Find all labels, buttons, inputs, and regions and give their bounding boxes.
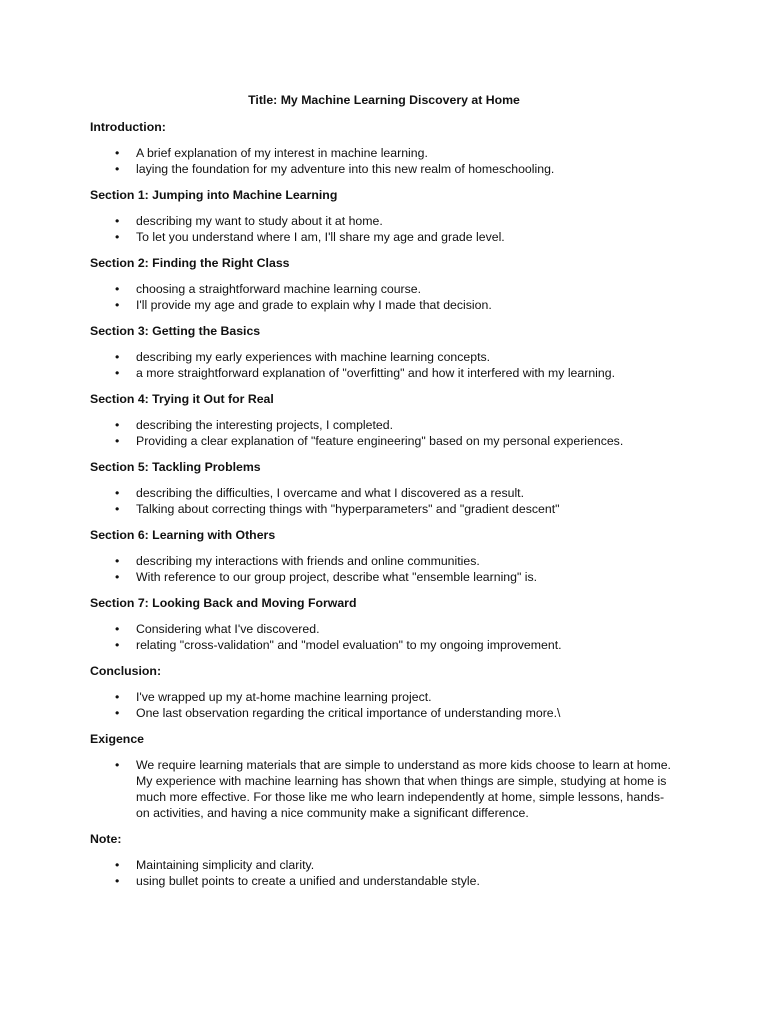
section-heading-introduction: Introduction: (90, 120, 166, 134)
document-title: Title: My Machine Learning Discovery at Home (248, 93, 520, 107)
bullet-icon: • (115, 282, 120, 296)
list-item-text: relating "cross-validation" and "model evaluation" to my ongoing improvement. (136, 638, 562, 652)
bullet-icon: • (115, 554, 120, 568)
list-item (90, 161, 678, 177)
list-item (90, 757, 678, 821)
list-item (90, 365, 678, 381)
list-item (90, 501, 678, 517)
bullet-icon: • (115, 350, 120, 364)
list-item-text: choosing a straightforward machine learning course. (136, 282, 422, 296)
list-item-text: We require learning materials that are simple to understand as more kids choose to learn at home. My experience with machine learning has shown that when things are simple, studying at home is much more effective. For those like me who learn independently at home, simple lessons, hands-on activities, and having a nice community make a significant difference. (136, 758, 671, 820)
bullet-icon: • (115, 758, 120, 772)
section-heading-3: Section 3: Getting the Basics (90, 324, 261, 338)
bullet-icon: • (115, 874, 120, 888)
bullet-list-note (90, 857, 678, 889)
section-heading-7: Section 7: Looking Back and Moving Forward (90, 596, 357, 610)
list-item (90, 705, 678, 721)
bullet-icon: • (115, 706, 120, 720)
bullet-icon: • (115, 366, 120, 380)
list-item (90, 485, 678, 501)
bullet-list-section-4 (90, 417, 678, 449)
list-item-text: Considering what I've discovered. (136, 622, 320, 636)
list-item-text: To let you understand where I am, I'll share my age and grade level. (136, 230, 505, 244)
bullet-icon: • (115, 146, 120, 160)
list-item-text: describing the interesting projects, I completed. (136, 418, 394, 432)
list-item (90, 553, 678, 569)
list-item-text: a more straightforward explanation of "overfitting" and how it interfered with my learning. (136, 366, 615, 380)
list-item-text: Providing a clear explanation of "feature engineering" based on my personal experiences. (136, 434, 624, 448)
list-item-text: Maintaining simplicity and clarity. (136, 858, 315, 872)
list-item (90, 857, 678, 873)
list-item-text: A brief explanation of my interest in machine learning. (136, 146, 428, 160)
bullet-icon: • (115, 622, 120, 636)
list-item (90, 433, 678, 449)
bullet-list-section-2 (90, 281, 678, 313)
list-item (90, 213, 678, 229)
list-item-text: describing my interactions with friends and online communities. (136, 554, 480, 568)
list-item-text: describing the difficulties, I overcame and what I discovered as a result. (136, 486, 525, 500)
bullet-icon: • (115, 486, 120, 500)
list-item (90, 689, 678, 705)
list-item-text: using bullet points to create a unified and understandable style. (136, 874, 480, 888)
section-heading-note: Note: (90, 832, 122, 846)
list-item-text: Talking about correcting things with "hyperparameters" and "gradient descent" (136, 502, 560, 516)
bullet-icon: • (115, 230, 120, 244)
list-item-text: describing my want to study about it at home. (136, 214, 383, 228)
bullet-list-section-6 (90, 553, 678, 585)
bullet-icon: • (115, 162, 120, 176)
section-heading-1: Section 1: Jumping into Machine Learning (90, 188, 338, 202)
bullet-icon: • (115, 434, 120, 448)
section-heading-6: Section 6: Learning with Others (90, 528, 276, 542)
list-item-text: I'll provide my age and grade to explain why I made that decision. (136, 298, 492, 312)
bullet-icon: • (115, 214, 120, 228)
section-heading-4: Section 4: Trying it Out for Real (90, 392, 274, 406)
list-item (90, 281, 678, 297)
bullet-icon: • (115, 570, 120, 584)
list-item (90, 417, 678, 433)
bullet-list-conclusion (90, 689, 678, 721)
list-item (90, 873, 678, 889)
bullet-list-section-1 (90, 213, 678, 245)
list-item (90, 145, 678, 161)
bullet-list-section-5 (90, 485, 678, 517)
list-item-text: One last observation regarding the critical importance of understanding more.\ (136, 706, 561, 720)
list-item-text: laying the foundation for my adventure into this new realm of homeschooling. (136, 162, 555, 176)
bullet-list-exigence (90, 757, 678, 821)
list-item (90, 229, 678, 245)
list-item-text: With reference to our group project, describe what "ensemble learning" is. (136, 570, 538, 584)
list-item-text: I've wrapped up my at-home machine learning project. (136, 690, 432, 704)
bullet-icon: • (115, 298, 120, 312)
section-heading-5: Section 5: Tackling Problems (90, 460, 261, 474)
bullet-list-introduction (90, 145, 678, 177)
list-item (90, 297, 678, 313)
section-heading-2: Section 2: Finding the Right Class (90, 256, 290, 270)
bullet-list-section-3 (90, 349, 678, 381)
list-item (90, 349, 678, 365)
list-item (90, 637, 678, 653)
bullet-icon: • (115, 502, 120, 516)
list-item-text: describing my early experiences with machine learning concepts. (136, 350, 491, 364)
section-heading-conclusion: Conclusion: (90, 664, 162, 678)
bullet-icon: • (115, 690, 120, 704)
bullet-list-section-7 (90, 621, 678, 653)
section-heading-exigence: Exigence (90, 732, 144, 746)
bullet-icon: • (115, 858, 120, 872)
list-item (90, 621, 678, 637)
list-item (90, 569, 678, 585)
bullet-icon: • (115, 418, 120, 432)
bullet-icon: • (115, 638, 120, 652)
